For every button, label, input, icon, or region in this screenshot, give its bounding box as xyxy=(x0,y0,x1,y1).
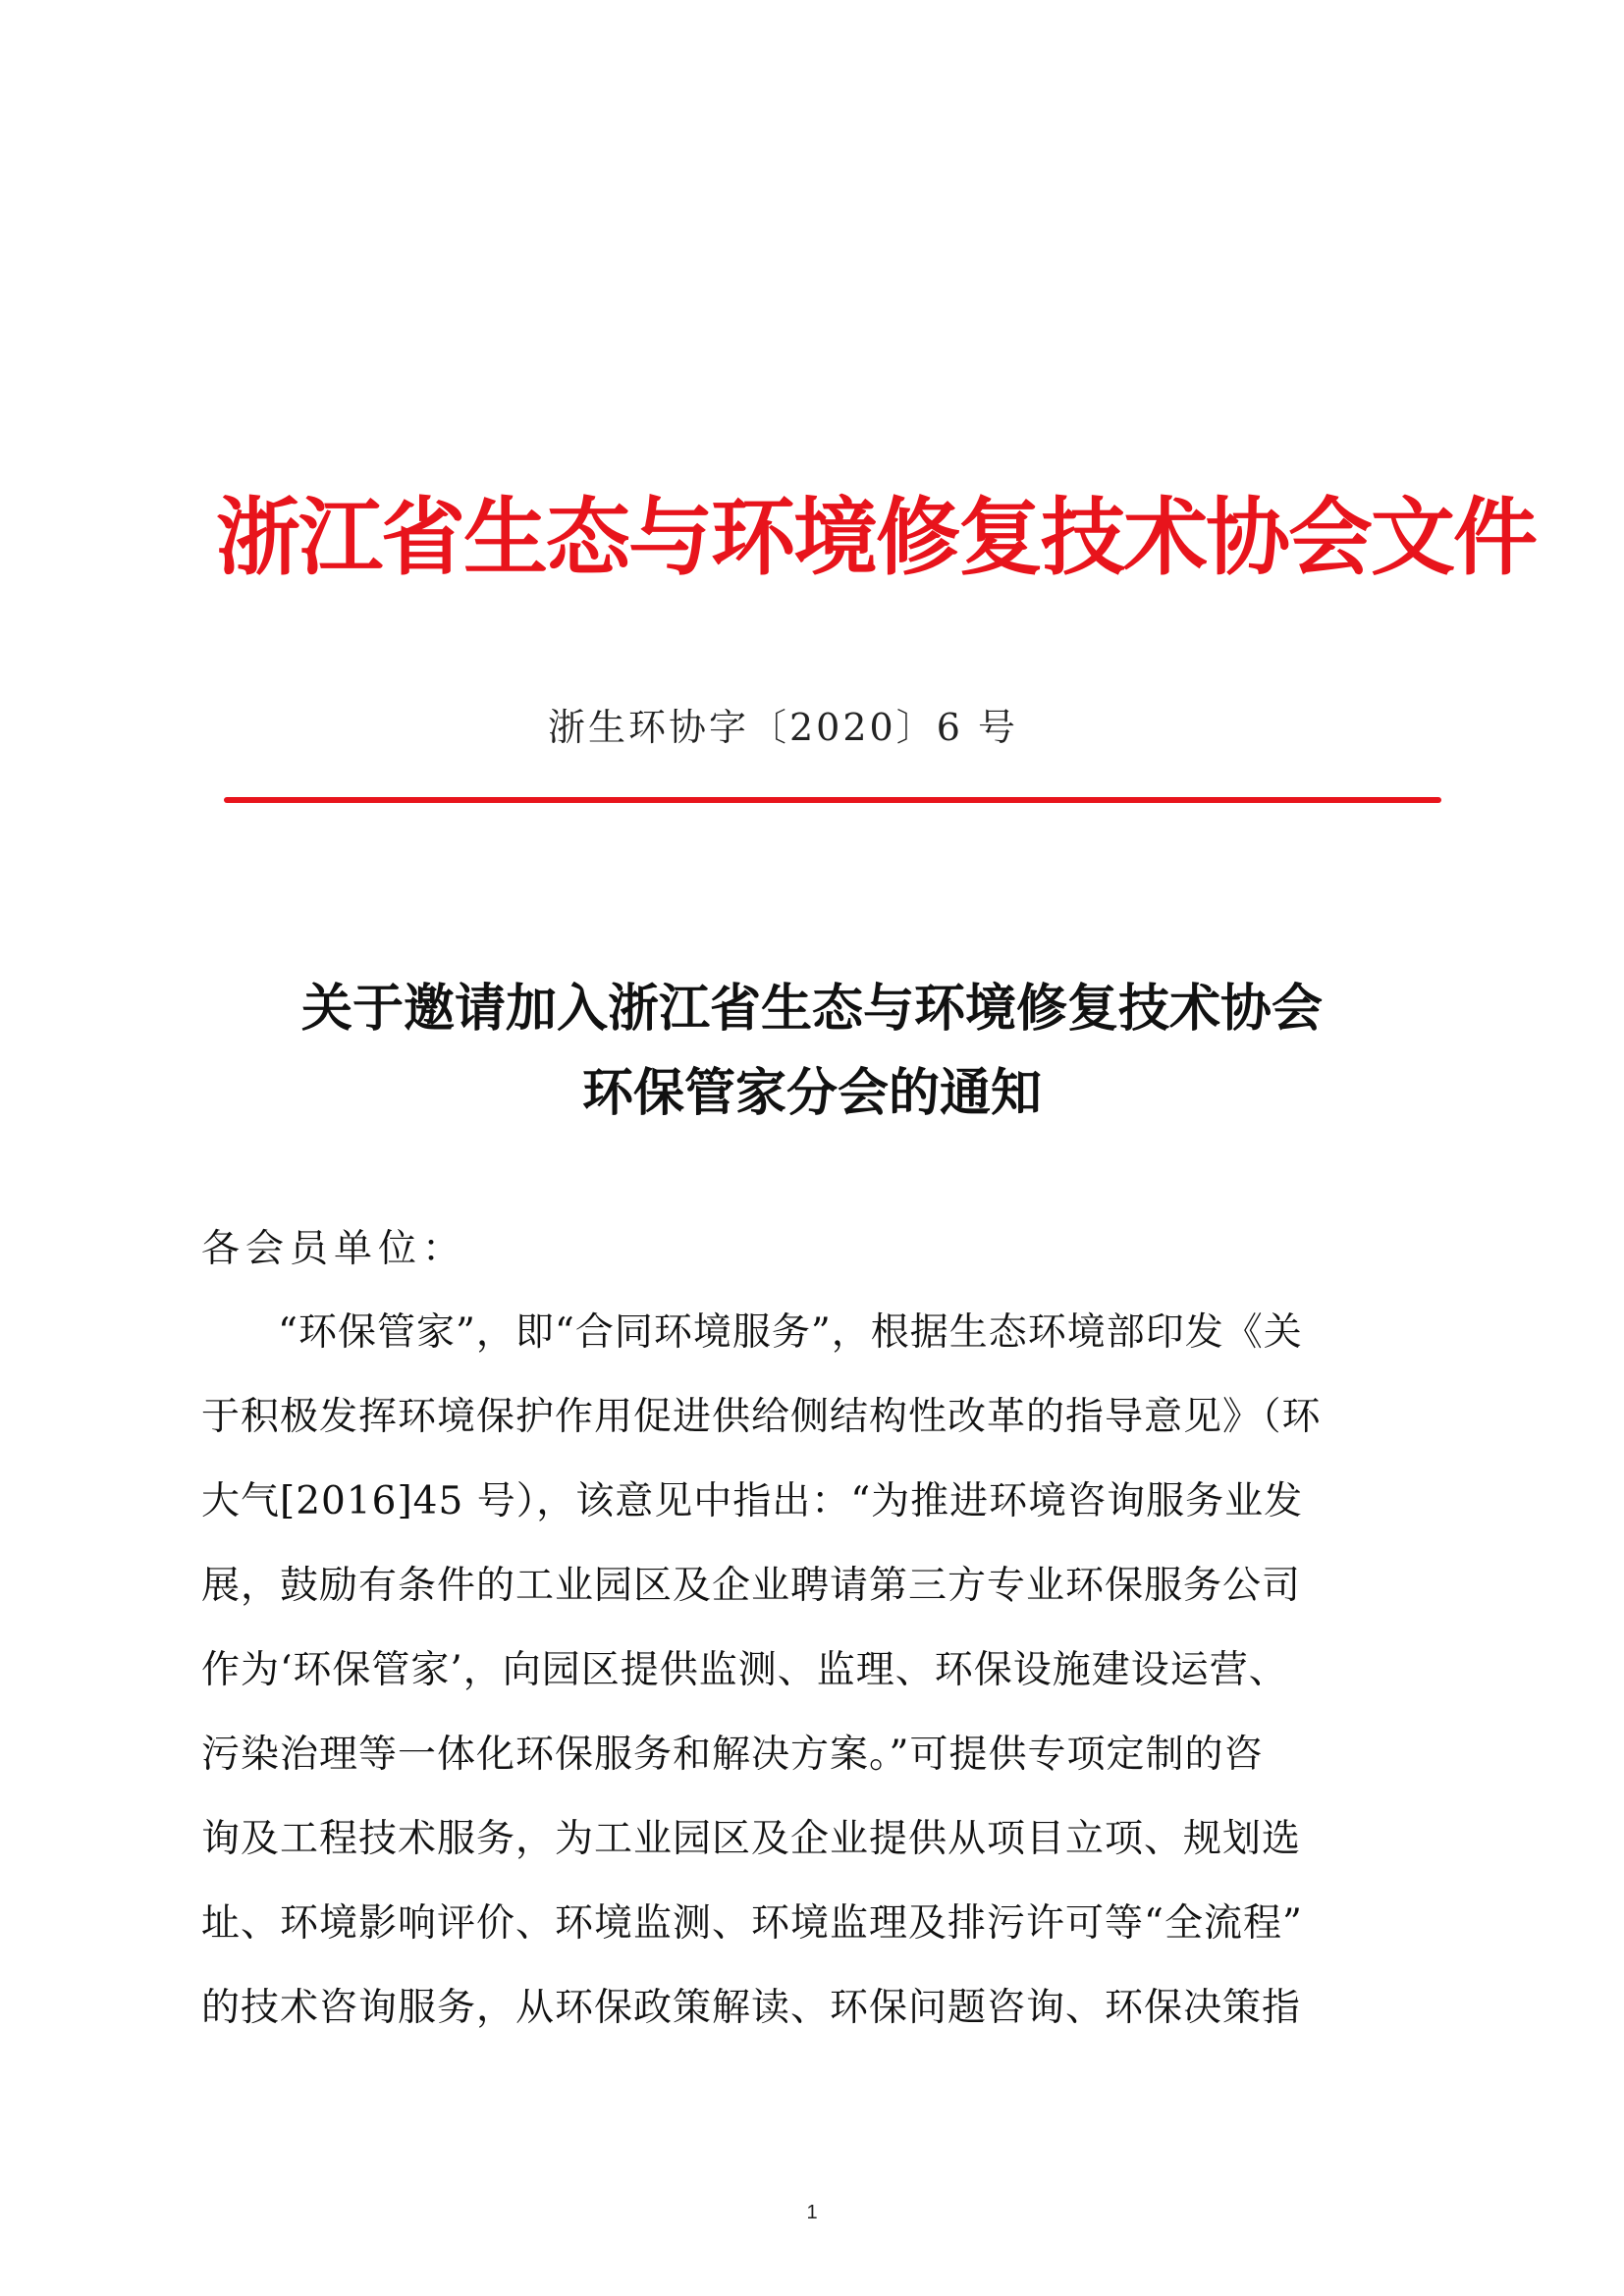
salutation: 各会员单位： xyxy=(201,1227,467,1271)
body-text xyxy=(201,1306,1438,2065)
body-line: 展，鼓励有条件的工业园区及企业聘请第三方专业环保服务公司 xyxy=(201,1564,1302,1608)
body-line: 询及工程技术服务，为工业园区及企业提供从项目立项、规划选 xyxy=(201,1817,1302,1861)
body-line: 大气[2016]45 号），该意见中指出：“为推进环境咨询服务业发 xyxy=(201,1479,1304,1523)
red-divider-line xyxy=(224,797,1441,803)
org-header: 浙江省生态与环境修复技术协会文件 xyxy=(216,489,1536,587)
body-line: 的技术咨询服务，从环保政策解读、环保问题咨询、环保决策指 xyxy=(201,1986,1302,2030)
notice-title-line-2: 环保管家分会的通知 xyxy=(581,1064,1042,1123)
notice-title-line-1: 关于邀请加入浙江省生态与环境修复技术协会 xyxy=(300,980,1323,1039)
document-number: 浙生环协字〔2020〕6 号 xyxy=(548,706,1018,749)
body-line: 污染治理等一体化环保服务和解决方案。”可提供专项定制的咨 xyxy=(201,1733,1264,1777)
body-line: 于积极发挥环境保护作用促进供给侧结构性改革的指导意见》（环 xyxy=(201,1395,1322,1439)
notice-title xyxy=(177,967,1447,1136)
body-line: 址、环境影响评价、环境监测、环境监理及排污许可等“全流程” xyxy=(201,1901,1303,1946)
body-line: 作为‘环保管家’，向园区提供监测、监理、环保设施建设运营、 xyxy=(201,1648,1288,1692)
body-line: “环保管家”，即“合同环境服务”，根据生态环境部印发《关 xyxy=(278,1310,1303,1355)
page-number: 1 xyxy=(806,2202,818,2223)
